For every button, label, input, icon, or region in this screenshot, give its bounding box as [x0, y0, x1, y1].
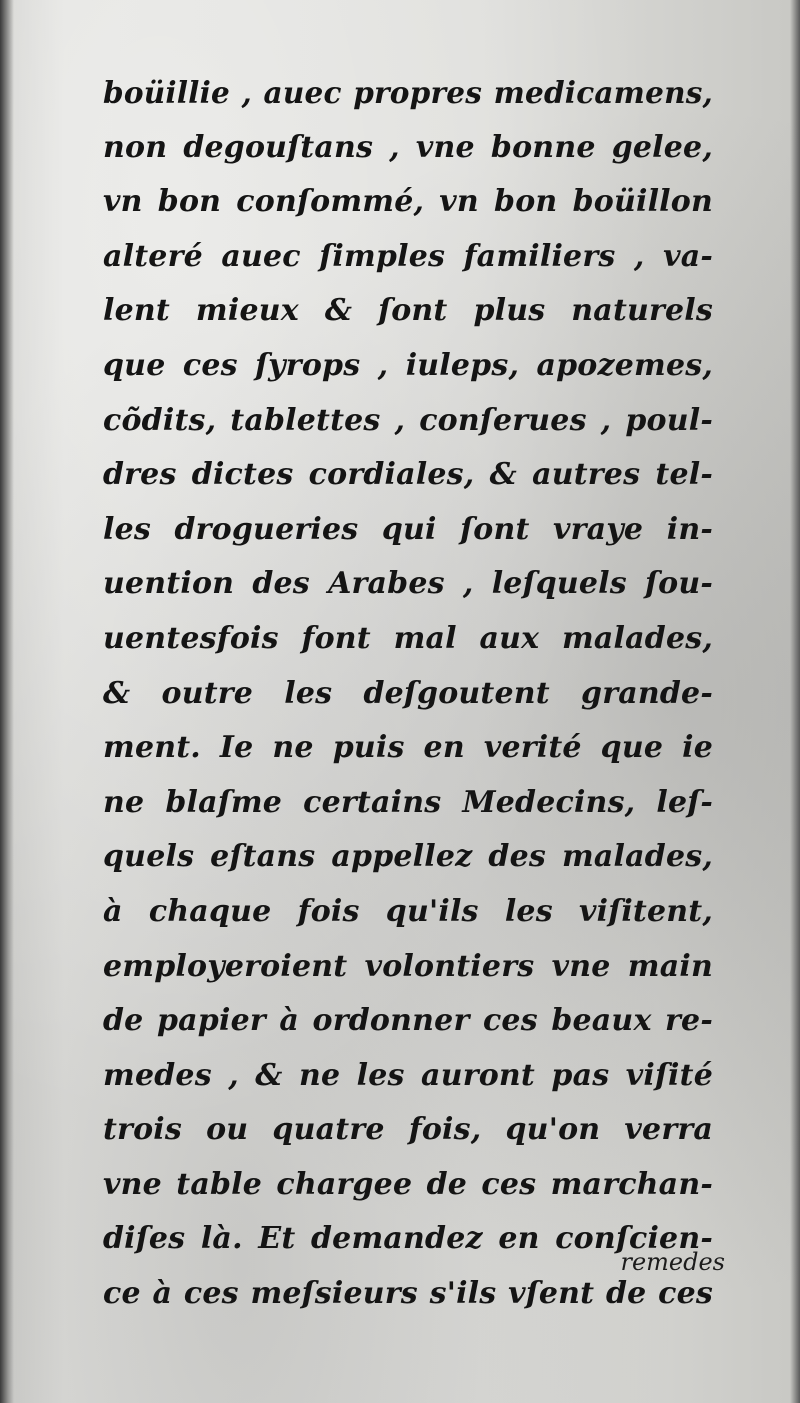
text-line: medes , & ne les auront pas viſité: [103, 1057, 713, 1093]
text-line: uentesfois font mal aux malades,: [103, 620, 713, 656]
text-line: non degouſtans , vne bonne gelee,: [103, 129, 713, 165]
text-line: employeroient volontiers vne main: [103, 948, 713, 984]
text-line: alteré auec ſimples familiers , va-: [103, 238, 713, 274]
text-line: & outre les deſgoutent grande-: [103, 675, 713, 711]
text-line: que ces ſyrops , iuleps, apozemes,: [103, 347, 713, 383]
text-line: cõdits, tablettes , conſerues , poul-: [103, 402, 713, 438]
page-gutter-shadow: [0, 0, 14, 1403]
text-line: diſes là. Et demandez en conſcien-: [103, 1221, 713, 1257]
catchword: remedes: [620, 1248, 725, 1276]
text-line: les drogueries qui ſont vraye in-: [103, 511, 713, 547]
text-line: vn bon conſommé, vn bon boüillon: [103, 184, 713, 220]
text-line: de papier à ordonner ces beaux re-: [103, 1003, 713, 1039]
page-edge-shadow: [790, 0, 800, 1403]
text-line: boüillie , auec propres medicamens,: [103, 75, 713, 110]
body-text: [103, 66, 713, 1322]
text-line: à chaque fois qu'ils les viſitent,: [103, 893, 713, 929]
text-line: ce à ces meſsieurs s'ils vſent de ces: [103, 1276, 713, 1312]
text-line: vne table chargee de ces marchan-: [103, 1166, 713, 1202]
text-line: ne blaſme certains Medecins, leſ-: [103, 784, 713, 820]
text-line: ment. Ie ne puis en verité que ie: [103, 730, 713, 766]
text-line: trois ou quatre fois, qu'on verra: [103, 1112, 713, 1148]
text-line: uention des Arabes , leſquels ſou-: [103, 566, 713, 602]
text-line: lent mieux & ſont plus naturels: [103, 293, 713, 329]
text-line: dres dictes cordiales, & autres tel-: [103, 457, 713, 493]
text-line: quels eſtans appellez des malades,: [103, 839, 713, 875]
